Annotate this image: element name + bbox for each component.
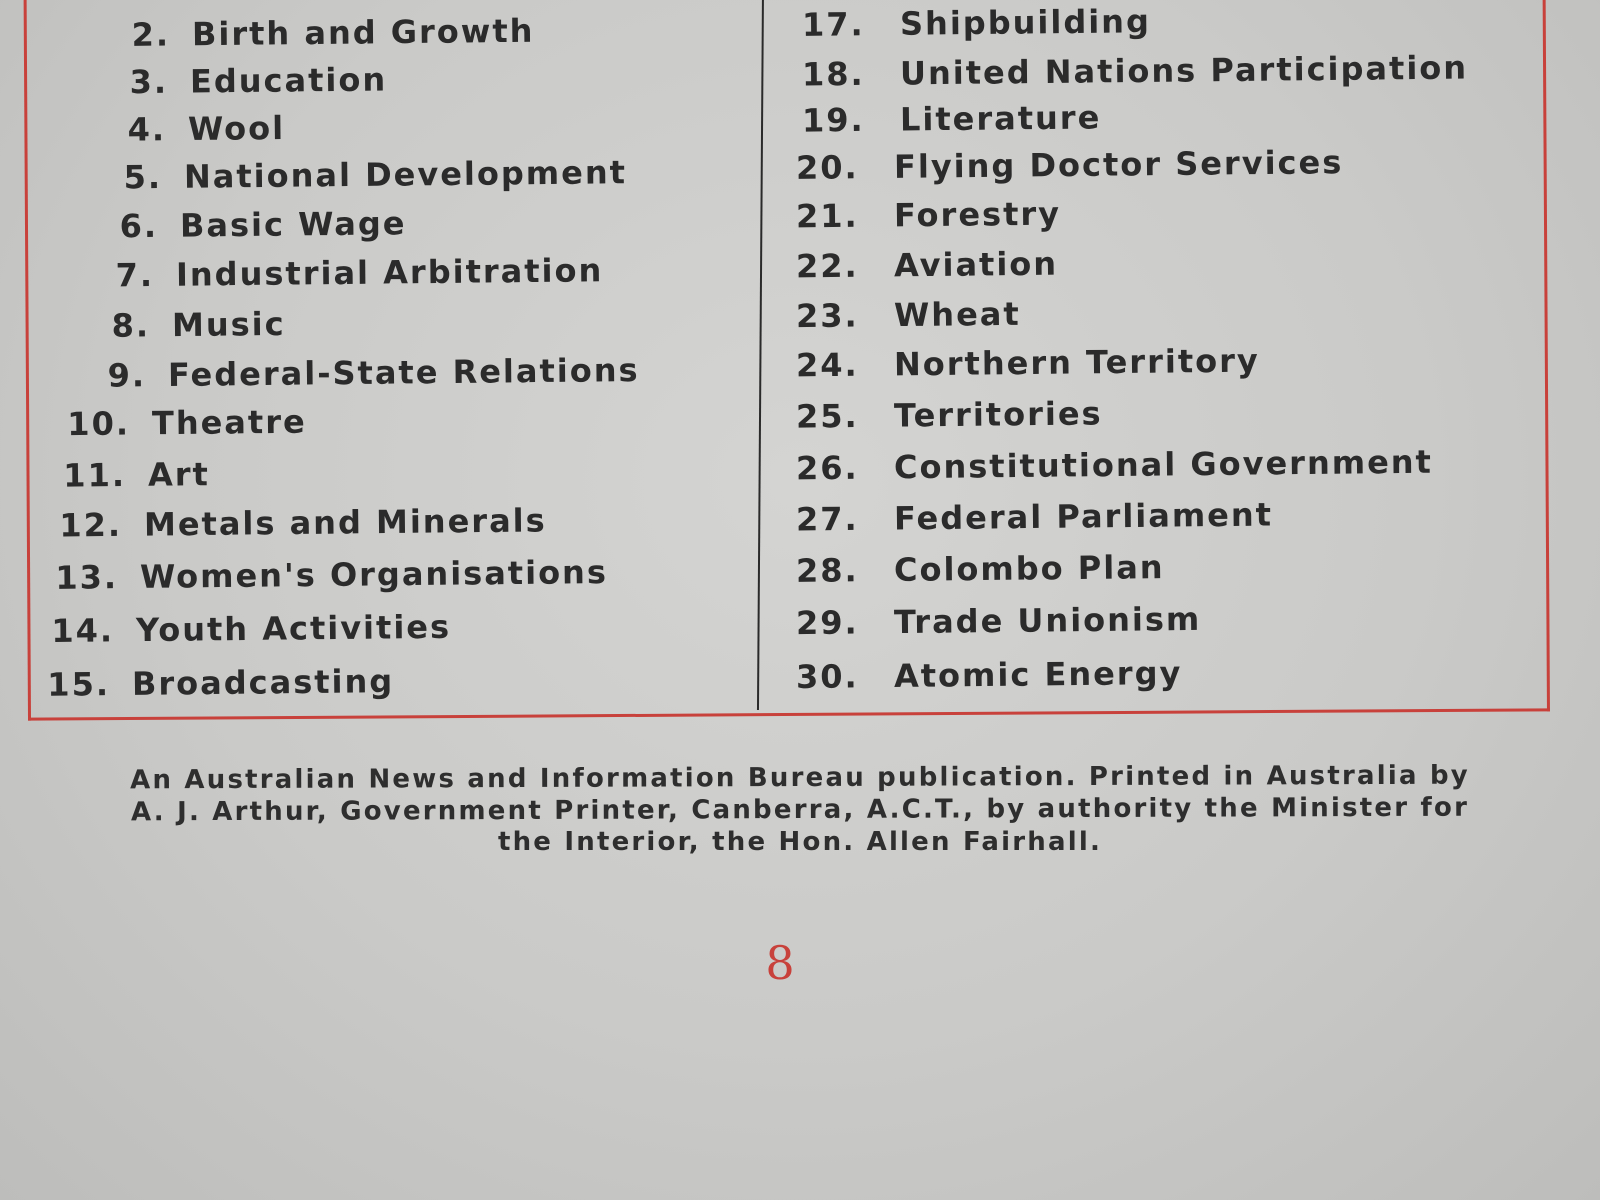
item-number: 20. (795, 148, 859, 187)
item-label: Industrial Arbitration (175, 251, 604, 294)
item-label: Literature (899, 98, 1102, 139)
item-number: 15. (47, 665, 111, 704)
list-item (84, 153, 627, 197)
item-number: 28. (795, 551, 859, 590)
item-label: Wool (187, 108, 286, 148)
item-label: Colombo Plan (893, 548, 1165, 589)
list-item (40, 553, 608, 597)
list-item (796, 195, 1061, 236)
item-label: Women's Organisations (139, 553, 609, 596)
list-item (52, 403, 307, 444)
item-label: Shipbuilding (899, 2, 1152, 43)
item-label: Atomic Energy (893, 653, 1183, 695)
list-item (796, 443, 1433, 488)
item-number: 23. (795, 296, 859, 336)
item-number: 11. (63, 456, 127, 495)
item-label: Federal-State Relations (167, 351, 640, 394)
item-label: Broadcasting (131, 662, 395, 703)
item-number: 22. (795, 246, 859, 286)
item-label: United Nations Participation (899, 48, 1469, 93)
list-item (802, 98, 1102, 139)
list-item (92, 12, 535, 55)
list-item (802, 49, 1468, 94)
item-label: Art (147, 455, 211, 494)
list-item (796, 496, 1273, 539)
list-item (796, 143, 1344, 187)
list-item (72, 305, 286, 345)
item-number: 3. (129, 62, 169, 102)
imprint-line: A. J. Arthur, Government Printer, Canberra, A.C.T., by authority the Minister for (130, 792, 1470, 828)
list-item (796, 654, 1183, 696)
item-label: Education (189, 60, 388, 101)
item-label: National Development (183, 153, 628, 196)
item-number: 29. (795, 603, 859, 643)
item-label: Wheat (893, 294, 1021, 335)
item-label: Theatre (151, 402, 307, 443)
item-label: Forestry (893, 194, 1062, 235)
publication-imprint (0, 762, 1600, 858)
item-number: 26. (795, 448, 859, 488)
list-item (90, 60, 388, 101)
list-item (796, 342, 1260, 385)
list-item (32, 662, 395, 704)
list-item (76, 251, 604, 295)
item-number: 9. (107, 356, 147, 395)
item-number: 24. (795, 345, 859, 385)
list-item (796, 600, 1202, 642)
item-number: 12. (59, 505, 123, 545)
list-item (796, 548, 1165, 590)
list-item (44, 501, 547, 544)
page-number: 8 (765, 936, 795, 990)
item-label: Territories (893, 394, 1103, 435)
item-number: 19. (801, 100, 865, 140)
item-number: 10. (67, 404, 131, 444)
item-number: 27. (795, 499, 859, 539)
item-number: 30. (795, 657, 859, 697)
imprint-line: the Interior, the Hon. Allen Fairhall. (497, 827, 1103, 857)
item-number: 8. (111, 306, 151, 345)
list-item (796, 295, 1021, 335)
item-number: 14. (51, 611, 115, 651)
item-label: Flying Doctor Services (893, 143, 1344, 186)
item-number: 21. (795, 196, 859, 236)
item-label: Northern Territory (893, 341, 1260, 384)
list-item (796, 245, 1058, 286)
item-number: 5. (123, 158, 163, 197)
list-item (68, 351, 640, 395)
item-number: 17. (801, 5, 865, 44)
list-item (796, 394, 1103, 435)
item-label: Metals and Minerals (143, 501, 547, 544)
item-number: 6. (119, 206, 159, 246)
item-number: 7. (115, 255, 155, 295)
item-label: Music (171, 304, 286, 345)
list-item (36, 608, 451, 650)
list-item (802, 2, 1151, 44)
list-item (80, 204, 407, 245)
item-label: Trade Unionism (893, 599, 1202, 642)
item-label: Aviation (893, 244, 1059, 285)
item-label: Constitutional Government (893, 442, 1434, 487)
item-number: 18. (801, 54, 865, 94)
item-number: 25. (795, 396, 859, 436)
imprint-line: An Australian News and Information Bureau publication. Printed in Australia by (130, 760, 1470, 796)
list-item (48, 455, 210, 495)
item-label: Federal Parliament (893, 495, 1274, 538)
item-number: 4. (127, 110, 167, 149)
list-item (88, 109, 285, 149)
item-label: Youth Activities (135, 607, 452, 650)
item-number: 2. (131, 15, 171, 54)
item-number: 13. (55, 558, 119, 597)
item-label: Birth and Growth (191, 11, 535, 54)
item-label: Basic Wage (179, 204, 407, 245)
